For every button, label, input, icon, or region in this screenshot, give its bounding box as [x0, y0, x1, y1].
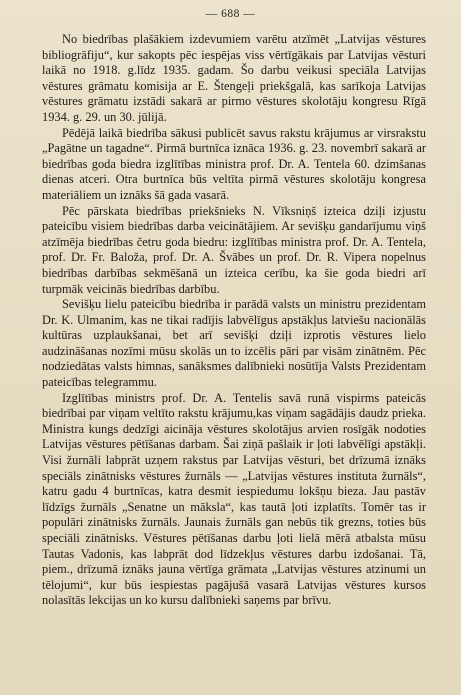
- paragraph-bibliography: No biedrības plašākiem izdevumiem varētu atzīmēt „Latvijas vēstures bibliogrāfiju“, kur sakopts pēc iespējas viss vērtīgākais par Latvijas vēsturi laikā no 1918. g.līdz 1935. gadam. Šo darbu veikusi speciāla Latvijas vēstures grāmatu komisija ar E. Štengeļi priekšgalā, kas sarīkoja Latvijas vēstures grāmatu izstādi sakarā ar pirmo vēstures skolotāju kongresu Rīgā 1934. g. 29. un 30. jūlijā.: [42, 32, 426, 124]
- paragraph-publications: Pēdējā laikā biedrība sākusi publicēt savus rakstu krājumus ar virsrakstu „Pagātne un tagadne“. Pirmā burtnīca iznāca 1936. g. 23. novembrī sakarā ar biedrības goda biedra izglītības ministra prof. Dr. A. Tentela 60. dzimšanas dienas atceri. Otra burtnīca būs veltīta pirmā vēstures skolotāju kongresa materiāliem un iznāks šā gada vasarā.: [42, 125, 426, 202]
- page-number: — 688 —: [205, 8, 256, 20]
- paragraph-thanks-members: Pēc pārskata biedrības priekšnieks N. Vīksniņš izteica dziļi izjustu pateicību visiem biedrības darba veicinātājiem. Ar sevišķu gandarījumu viņš atzīmēja biedrības četru goda biedru: izglītības ministra prof. Dr. A. Tentela, prof. Dr. Fr. Baloža, prof. Dr. A. Švābes un prof. Dr. R. Vipera nopelnus biedrības darbības sekmēšanā un izteica cerību, ka šie goda biedri arī turpmāk veicinās biedrības darbību.: [42, 203, 426, 296]
- paragraph-thanks-president: Sevišķu lielu pateicību biedrība ir parādā valsts un ministru prezidentam Dr. K. Ulmanim, kas ne tikai radījis labvēlīgus apstākļus latviešu nacionālās kultūras uzplaukšanai, bet arī sevišķi dziļi izprotis vēstures lielo audzināšanas nozīmi mūsu skolās un to izcēlis pāri par visām zinātnēm. Pēc nodziedātas valsts himnas, sanāksmes dalībnieki nosūtīja Valsts Prezidentam pateicības telegrammu.: [42, 297, 426, 390]
- body-text: [42, 32, 426, 609]
- paragraph-minister-speech: Izglītības ministrs prof. Dr. A. Tentelis savā runā vispirms pateicās biedrībai par viņam veltīto rakstu krājumu,kas viņam sagādājis daudz prieka. Ministra kungs dedzīgi aicināja vēstures skolotājus arvien rosīgāk nodoties Latvijas vēstures pētīšanas darbam. Šai ziņā pašlaik ir ļoti labvēlīgi apstākļi. Visi žurnāli labprāt uzņem rakstus par Latvijas vēsturi, bet drīzumā iznāks speciāls zinātnisks vēstures žurnāls — „Latvijas vēstures instituta žurnāls“, katru gadu 4 burtnīcas, katra desmit iespiedumu lokšņu bieza. Jau pastāv līdzīgs žurnāls „Senatne un māksla“, kas tautā ļoti izplatīts. Tomēr tas ir populāri zinātnisks žurnāls. Jaunais žurnāls gan nebūs tik grezns, toties būs speciāli zinātnisks. Vēstures pētīšanas darbu ļoti lielā mērā atbalsta mūsu Tautas Vadonis, kas labprāt dod līdzekļus vēstures darbu izdošanai. Tā, piem., drīzumā iznāks jauna vērtīga grāmata „Latvijas vēstures atzinumi un tēlojumi“, kur būs iespiestas pagājušā vasarā Latvijas vēstures kursos nolasītās lekcijas un ko kursu dalībnieki saņems par brīvu.: [42, 390, 426, 608]
